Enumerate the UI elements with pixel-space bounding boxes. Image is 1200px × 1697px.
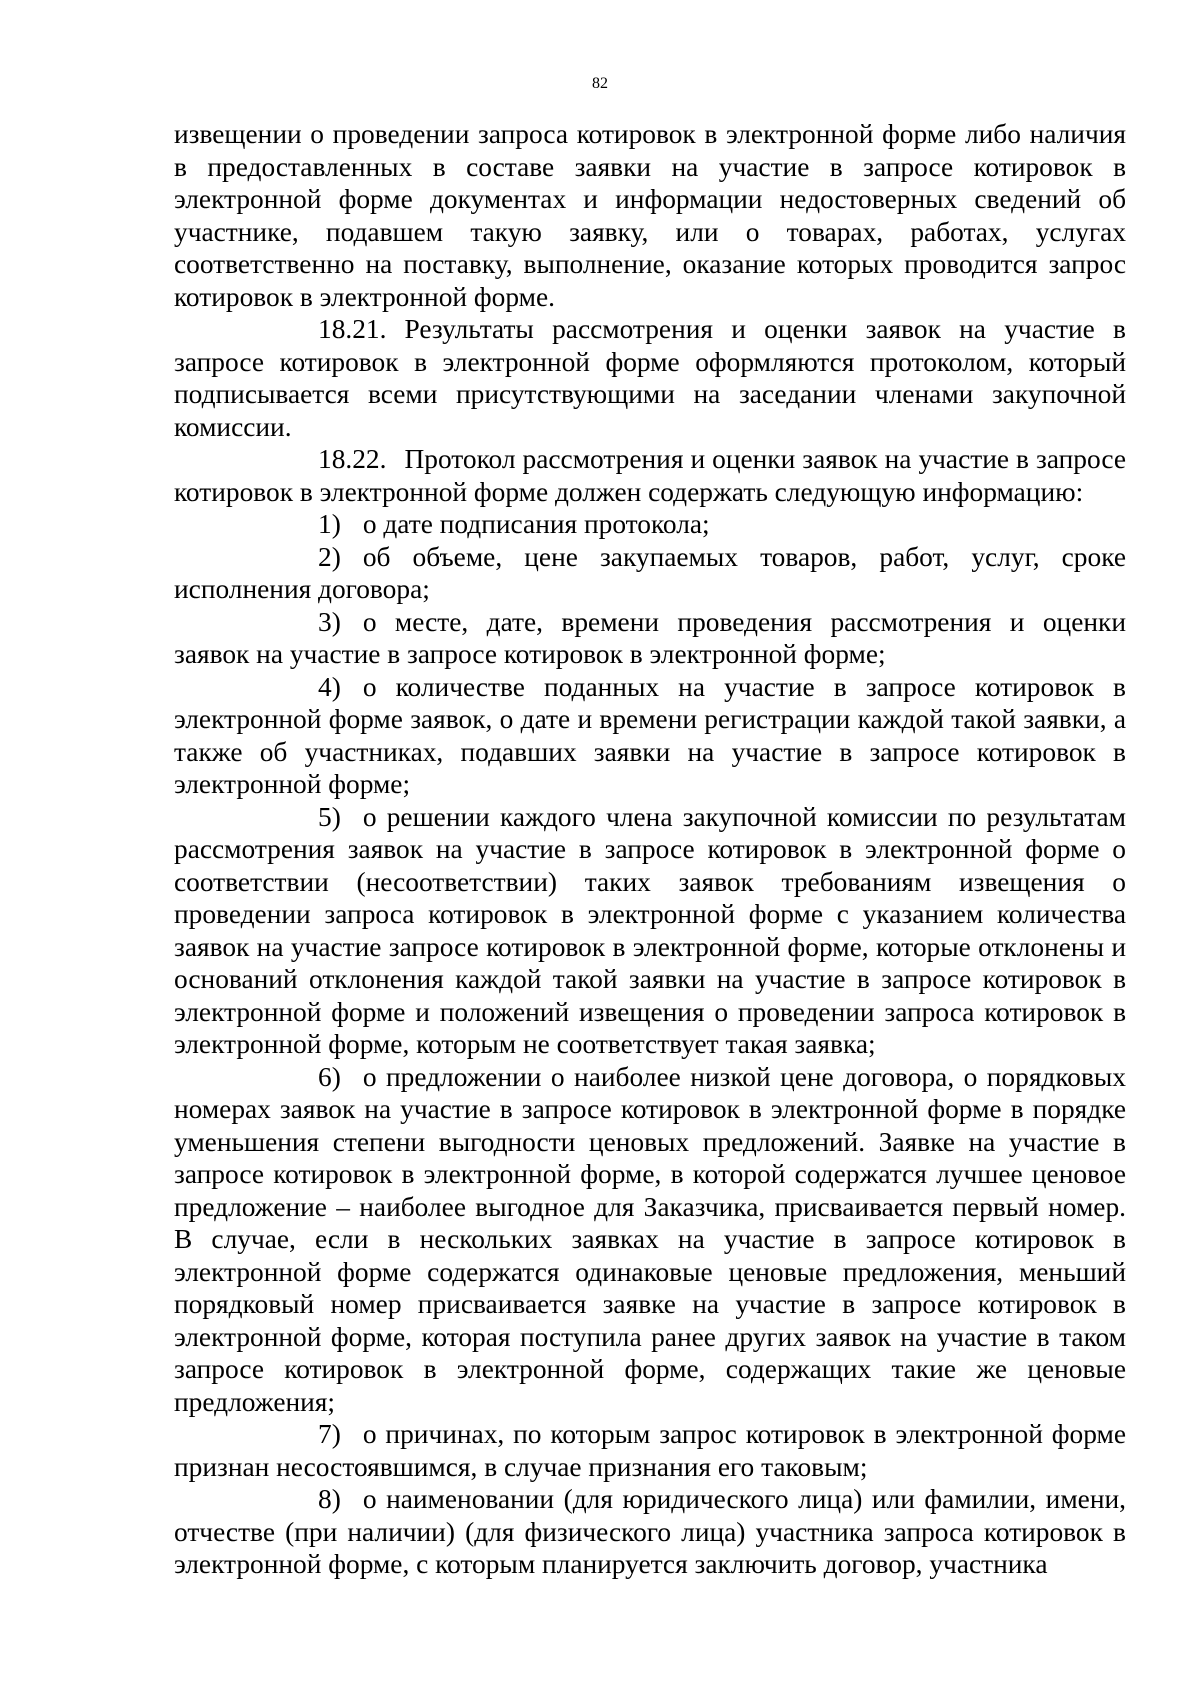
paragraph-text: об объеме, цене закупаемых товаров, работ, услуг, сроке исполнения договора; (174, 541, 1126, 604)
paragraph-text: о дате подписания протокола; (362, 509, 710, 539)
paragraph-text: о наименовании (для юридического лица) или фамилии, имени, отчестве (при наличии) (для физического лица) участника запроса котировок в электронной форме, с которым планируется заключить договор, участника (174, 1484, 1126, 1579)
paragraph-text: о решении каждого члена закупочной комиссии по результатам рассмотрения заявок на участие в запросе котировок в электронной форме о соответствии (несоответствии) таких заявок требованиям извещения о проведении запроса котировок в электронной форме с указанием количества заявок на участие запросе котировок в электронной форме, которые отклонены и оснований отклонения каждой такой заявки на участие в запросе котировок в электронной форме и положений извещения о проведении запроса котировок в электронной форме, которым не соответствует такая заявка; (174, 801, 1126, 1059)
list-item-5 (174, 801, 1126, 1061)
item-number: 4) (318, 671, 341, 702)
clause-18-22 (174, 443, 1126, 508)
item-number: 8) (318, 1484, 341, 1514)
clause-number: 18.22. (318, 444, 387, 474)
paragraph-continuation (174, 118, 1126, 313)
paragraph-text: извещении о проведении запроса котировок в электронной форме либо наличия в предоставленных в составе заявки на участие в запросе котировок в электронной форме документах и информации недостоверных сведений об участнике, подавшем такую заявку, или о товарах, работах, услугах соответственно на поставку, выполнение, оказание которых проводится запрос котировок в электронной форме. (174, 119, 1126, 312)
item-number: 5) (318, 801, 341, 832)
list-item-8 (174, 1483, 1126, 1581)
item-number: 7) (318, 1419, 341, 1449)
list-item-3 (174, 606, 1126, 671)
item-number: 6) (318, 1061, 341, 1092)
item-number: 2) (318, 541, 341, 572)
document-body (174, 118, 1126, 1581)
page-number: 82 (592, 75, 608, 92)
list-item-1 (174, 508, 1126, 541)
paragraph-text: о причинах, по которым запрос котировок в электронной форме признан несостоявшимся, в случае признания его таковым; (174, 1419, 1126, 1482)
item-number: 1) (318, 509, 341, 539)
list-item-4 (174, 671, 1126, 801)
list-item-7 (174, 1418, 1126, 1483)
item-number: 3) (318, 606, 341, 637)
paragraph-text: о месте, дате, времени проведения рассмотрения и оценки заявок на участие в запросе котировок в электронной форме; (174, 606, 1126, 669)
clause-18-21 (174, 313, 1126, 443)
list-item-2 (174, 541, 1126, 606)
paragraph-text: о предложении о наиболее низкой цене договора, о порядковых номерах заявок на участие в запросе котировок в электронной форме в порядке уменьшения степени выгодности ценовых предложений. Заявке на участие в запросе котировок в электронной форме, в которой содержатся лучшее ценовое предложение – наиболее выгодное для Заказчика, присваивается первый номер. В случае, если в нескольких заявках на участие в запросе котировок в электронной форме содержатся одинаковые ценовые предложения, меньший порядковый номер присваивается заявке на участие в запросе котировок в электронной форме, которая поступила ранее других заявок на участие в таком запросе котировок в электронной форме, содержащих такие же ценовые предложения; (174, 1061, 1126, 1417)
list-item-6 (174, 1061, 1126, 1419)
clause-number: 18.21. (318, 314, 387, 344)
paragraph-text: Протокол рассмотрения и оценки заявок на участие в запросе котировок в электронной форме должен содержать следующую информацию: (174, 444, 1126, 507)
paragraph-text: о количестве поданных на участие в запросе котировок в электронной форме заявок, о дате и времени регистрации каждой такой заявки, а также об участниках, подавших заявки на участие в запросе котировок в электронной форме; (174, 671, 1126, 799)
paragraph-text: Результаты рассмотрения и оценки заявок на участие в запросе котировок в электронной форме оформляются протоколом, который подписывается всеми присутствующими на заседании членами закупочной комиссии. (174, 314, 1126, 442)
